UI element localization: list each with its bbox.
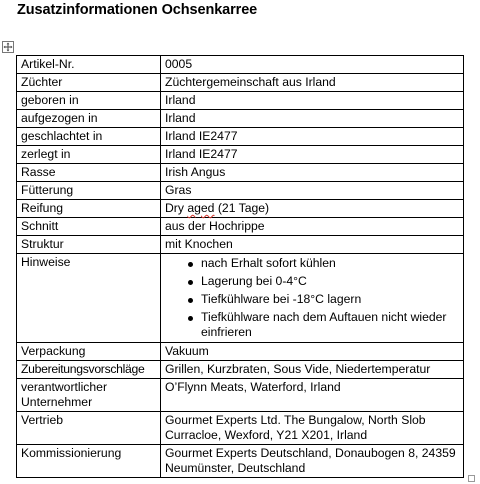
row-value: Gourmet Experts Deutschland, Donaubogen 8, 24359 Neumünster, Deutschland <box>161 445 464 478</box>
document-title: Zusatzinformationen Ochsenkarree <box>17 2 258 18</box>
list-item: Tiefkühlware nach dem Auftauen nicht wieder einfrieren <box>188 310 460 340</box>
info-table <box>16 55 464 478</box>
row-label: Schnitt <box>17 218 161 236</box>
table-row <box>17 412 464 445</box>
hinweise-list <box>165 256 460 340</box>
row-label: Züchter <box>17 74 161 92</box>
row-label: verantwortlicher Unternehmer <box>17 379 161 412</box>
value-text: (21 Tage) <box>214 201 270 215</box>
row-value: aus der Hochrippe <box>161 218 464 236</box>
row-value: Gras <box>161 182 464 200</box>
row-value: Irland <box>161 110 464 128</box>
table-row <box>17 218 464 236</box>
row-label: Fütterung <box>17 182 161 200</box>
spellcheck-marked-word: aged <box>187 201 215 215</box>
row-value: Irland IE2477 <box>161 146 464 164</box>
row-value: Irland <box>161 92 464 110</box>
table-row <box>17 74 464 92</box>
row-value: Grillen, Kurzbraten, Sous Vide, Niedertemperatur <box>161 361 464 379</box>
row-label: Vertrieb <box>17 412 161 445</box>
table-row <box>17 182 464 200</box>
row-label: Zubereitungsvorschläge <box>17 361 161 379</box>
table-row <box>17 200 464 218</box>
list-item: Lagerung bei 0-4°C <box>188 274 460 289</box>
row-label: Verpackung <box>17 343 161 361</box>
row-label: Hinweise <box>17 254 161 343</box>
table-resize-handle-icon[interactable] <box>468 475 475 482</box>
row-label: Rasse <box>17 164 161 182</box>
row-label: zerlegt in <box>17 146 161 164</box>
row-value: Irland IE2477 <box>161 128 464 146</box>
list-item: Tiefkühlware bei -18°C lagern <box>188 292 460 307</box>
table-move-handle-icon[interactable] <box>2 41 14 53</box>
row-value: Vakuum <box>161 343 464 361</box>
row-label: Reifung <box>17 200 161 218</box>
table-row <box>17 56 464 74</box>
row-value: Irish Angus <box>161 164 464 182</box>
table-row <box>17 92 464 110</box>
table-row <box>17 164 464 182</box>
row-label: Struktur <box>17 236 161 254</box>
row-label: aufgezogen in <box>17 110 161 128</box>
row-label: Kommissionierung <box>17 445 161 478</box>
list-item: nach Erhalt sofort kühlen <box>188 256 460 271</box>
table-row <box>17 379 464 412</box>
table-row <box>17 236 464 254</box>
row-value: O’Flynn Meats, Waterford, Irland <box>161 379 464 412</box>
table-row <box>17 110 464 128</box>
table-row <box>17 445 464 478</box>
row-label: geschlachtet in <box>17 128 161 146</box>
table-row <box>17 361 464 379</box>
table-row <box>17 254 464 343</box>
row-value: 0005 <box>161 56 464 74</box>
table-row <box>17 128 464 146</box>
row-label: geboren in <box>17 92 161 110</box>
table-row <box>17 146 464 164</box>
value-text: Dry <box>165 201 188 215</box>
row-value <box>161 200 464 218</box>
row-label: Artikel-Nr. <box>17 56 161 74</box>
row-value: mit Knochen <box>161 236 464 254</box>
row-value: Gourmet Experts Ltd. The Bungalow, North Slob Curracloe, Wexford, Y21 X201, Irland <box>161 412 464 445</box>
table-row <box>17 343 464 361</box>
row-value: Züchtergemeinschaft aus Irland <box>161 74 464 92</box>
row-value <box>161 254 464 343</box>
